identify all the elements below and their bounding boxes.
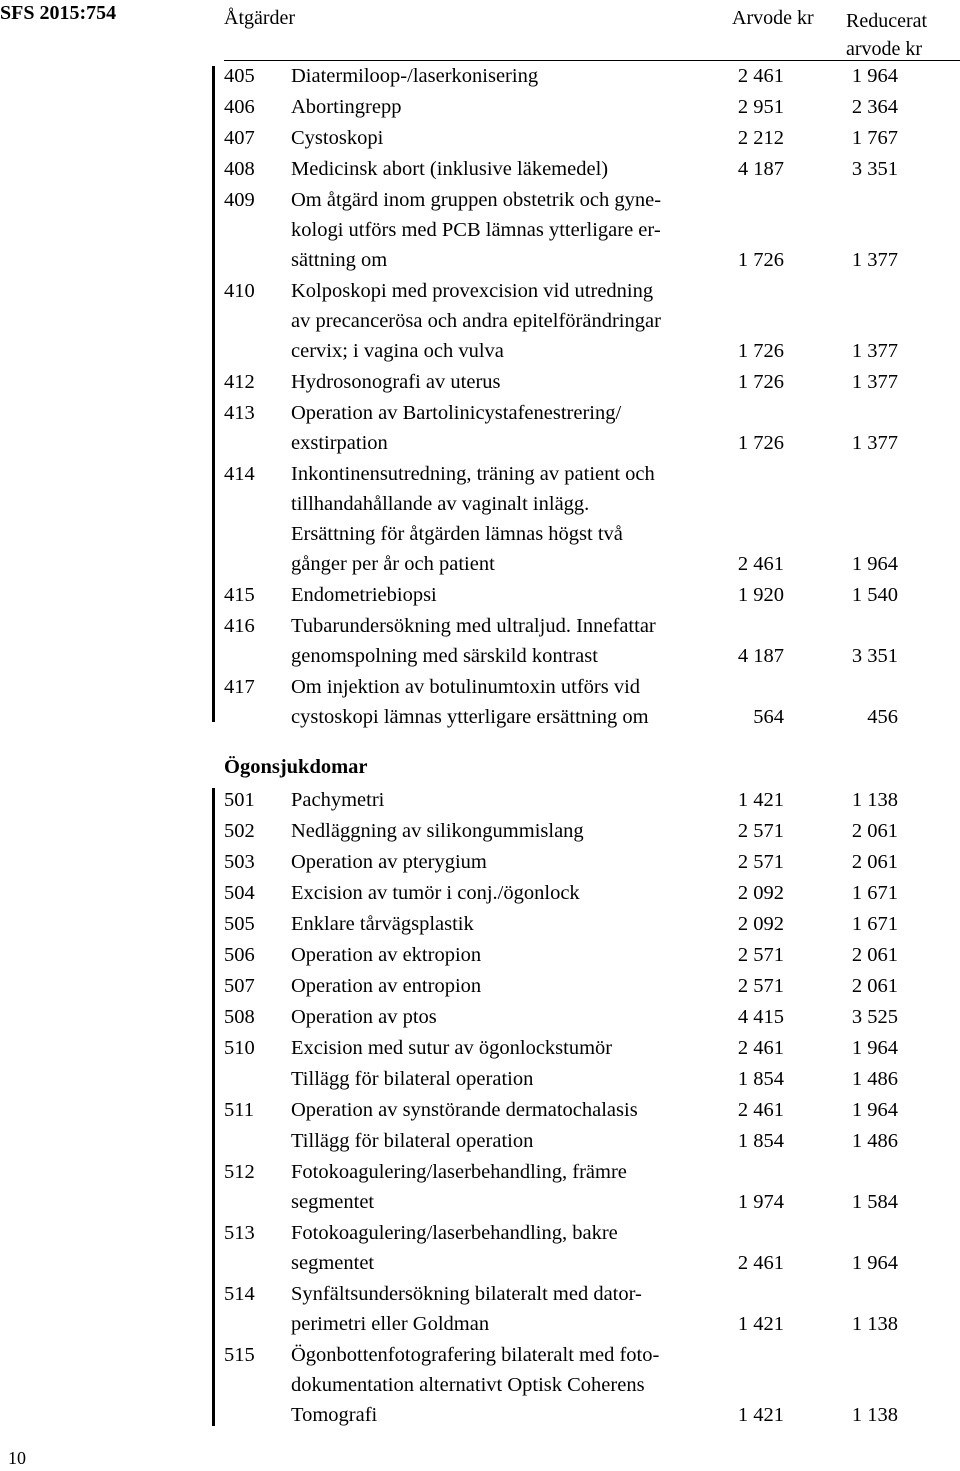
action-description: Excision med sutur av ögonlockstumör: [291, 1037, 613, 1059]
table-row: [224, 611, 960, 671]
row-line: [224, 672, 960, 702]
fee-value: 564: [753, 706, 784, 728]
fee-value: 1 974: [737, 1191, 784, 1213]
fee-value: 2 092: [737, 913, 784, 935]
action-description: Tillägg för bilateral operation: [291, 1068, 534, 1090]
fee-value: 2 571: [737, 944, 784, 966]
column-header-action: Åtgärder: [224, 7, 296, 29]
row-line: [224, 276, 960, 306]
reduced-fee-value: 1 486: [851, 1130, 898, 1152]
table-row: [224, 185, 960, 275]
reduced-fee-value: 1 377: [851, 249, 898, 271]
action-code: 511: [224, 1099, 254, 1121]
row-spacer: [224, 1430, 960, 1431]
reduced-fee-value: 1 486: [851, 1068, 898, 1090]
row-line: [224, 878, 960, 908]
reduced-fee-value: 2 364: [851, 96, 898, 118]
action-code: 409: [224, 189, 255, 211]
document-code: SFS 2015:754: [0, 2, 117, 24]
action-description: Cystoskopi: [291, 127, 384, 149]
row-line: [224, 489, 960, 519]
row-line: [224, 1187, 960, 1217]
reduced-fee-value: 1 671: [851, 882, 898, 904]
action-description: sättning om: [291, 249, 388, 271]
change-bar: [212, 66, 215, 722]
fee-value: 2 461: [737, 1099, 784, 1121]
table-row: [224, 1002, 960, 1032]
fee-value: 2 461: [737, 1252, 784, 1274]
reduced-fee-value: 2 061: [851, 975, 898, 997]
action-code: 504: [224, 882, 255, 904]
action-description: cystoskopi lämnas ytterligare ersättning om: [291, 706, 649, 728]
row-line: [224, 971, 960, 1001]
change-bar: [212, 788, 215, 1426]
table-header: [224, 4, 960, 61]
action-code: 505: [224, 913, 255, 935]
table-row: [224, 367, 960, 397]
action-description: kologi utförs med PCB lämnas ytterligare er-: [291, 219, 661, 241]
table-row: [224, 672, 960, 732]
fee-value: 1 421: [737, 1313, 784, 1335]
table-row: [224, 1126, 960, 1156]
fee-value: 1 726: [737, 340, 784, 362]
column-header-reduced-line1: Reducerat: [846, 10, 928, 32]
row-line: [224, 428, 960, 458]
action-description: Tubarundersökning med ultraljud. Innefattar: [291, 615, 656, 637]
row-line: [224, 519, 960, 549]
action-description: Ersättning för åtgärden lämnas högst två: [291, 523, 623, 545]
fee-value: 2 092: [737, 882, 784, 904]
row-line: [224, 306, 960, 336]
action-code: 413: [224, 402, 255, 424]
action-description: av precancerösa och andra epitelförändringar: [291, 310, 661, 332]
fee-value: 4 187: [737, 645, 784, 667]
reduced-fee-value: 1 964: [851, 65, 898, 87]
table-row: [224, 459, 960, 579]
fee-value: 1 726: [737, 432, 784, 454]
reduced-fee-value: 2 061: [851, 851, 898, 873]
reduced-fee-value: 1 540: [851, 584, 898, 606]
row-line: [224, 154, 960, 184]
fee-value: 2 461: [737, 1037, 784, 1059]
table-row: [224, 1340, 960, 1430]
table-row: [224, 61, 960, 91]
reduced-fee-value: 1 138: [851, 1404, 898, 1426]
table-row: [224, 971, 960, 1001]
row-spacer: [224, 732, 960, 733]
row-line: [224, 611, 960, 641]
row-line: [224, 549, 960, 579]
fee-table-section1: [224, 61, 960, 733]
reduced-fee-value: 1 377: [851, 371, 898, 393]
fee-value: 1 854: [737, 1068, 784, 1090]
action-description: exstirpation: [291, 432, 388, 454]
table-row: [224, 1279, 960, 1339]
table-row: [224, 1095, 960, 1125]
row-line: [224, 185, 960, 215]
reduced-fee-value: 1 964: [851, 553, 898, 575]
action-description: Medicinsk abort (inklusive läkemedel): [291, 158, 609, 180]
action-code: 412: [224, 371, 255, 393]
row-line: [224, 816, 960, 846]
action-description: Operation av pterygium: [291, 851, 487, 873]
section-title: Ögonsjukdomar: [224, 756, 368, 778]
action-code: 410: [224, 280, 255, 302]
action-description: genomspolning med särskild kontrast: [291, 645, 598, 667]
table-row: [224, 123, 960, 153]
action-description: Nedläggning av silikongummislang: [291, 820, 584, 842]
fee-value: 4 187: [737, 158, 784, 180]
row-line: [224, 1064, 960, 1094]
fee-value: 1 421: [737, 789, 784, 811]
action-code: 501: [224, 789, 255, 811]
table-row: [224, 580, 960, 610]
fee-value: 2 571: [737, 851, 784, 873]
reduced-fee-value: 3 351: [851, 158, 898, 180]
row-line: [224, 398, 960, 428]
action-code: 513: [224, 1222, 255, 1244]
action-description: Hydrosonografi av uterus: [291, 371, 501, 393]
row-line: [224, 61, 960, 91]
row-line: [224, 909, 960, 939]
fee-value: 1 854: [737, 1130, 784, 1152]
action-description: Fotokoagulering/laserbehandling, bakre: [291, 1222, 618, 1244]
reduced-fee-value: 3 525: [851, 1006, 898, 1028]
fee-table-section2: [224, 785, 960, 1431]
table-row: [224, 940, 960, 970]
action-description: Kolposkopi med provexcision vid utredning: [291, 280, 654, 302]
action-description: segmentet: [291, 1252, 375, 1274]
column-header-reduced-line2: arvode kr: [846, 38, 923, 60]
action-code: 415: [224, 584, 255, 606]
action-description: Abortingrepp: [291, 96, 402, 118]
fee-value: 2 571: [737, 975, 784, 997]
row-line: [224, 459, 960, 489]
reduced-fee-value: 1 138: [851, 1313, 898, 1335]
action-description: perimetri eller Goldman: [291, 1313, 490, 1335]
action-description: Excision av tumör i conj./ögonlock: [291, 882, 580, 904]
action-code: 408: [224, 158, 255, 180]
fee-value: 2 571: [737, 820, 784, 842]
fee-value: 2 461: [737, 553, 784, 575]
action-description: Ögonbottenfotografering bilateralt med foto-: [291, 1344, 660, 1366]
action-code: 515: [224, 1344, 255, 1366]
fee-value: 4 415: [737, 1006, 784, 1028]
action-description: Om åtgärd inom gruppen obstetrik och gyne-: [291, 189, 662, 211]
row-line: [224, 1002, 960, 1032]
action-description: Operation av Bartolinicystafenestrering/: [291, 402, 622, 424]
table-row: [224, 785, 960, 815]
reduced-fee-value: 1 584: [851, 1191, 898, 1213]
fee-value: 1 726: [737, 371, 784, 393]
action-description: Enklare tårvägsplastik: [291, 913, 474, 935]
action-description: dokumentation alternativt Optisk Coherens: [291, 1374, 645, 1396]
action-code: 508: [224, 1006, 255, 1028]
row-line: [224, 1157, 960, 1187]
reduced-fee-value: 1 671: [851, 913, 898, 935]
reduced-fee-value: 1 377: [851, 432, 898, 454]
fee-value: 2 461: [737, 65, 784, 87]
row-line: [224, 847, 960, 877]
action-description: Fotokoagulering/laserbehandling, främre: [291, 1161, 627, 1183]
row-line: [224, 336, 960, 366]
action-code: 406: [224, 96, 255, 118]
row-line: [224, 1279, 960, 1309]
action-description: Operation av synstörande dermatochalasis: [291, 1099, 638, 1121]
column-header-reduced: [846, 7, 927, 63]
row-line: [224, 1400, 960, 1430]
reduced-fee-value: 2 061: [851, 944, 898, 966]
row-line: [224, 1095, 960, 1125]
action-description: segmentet: [291, 1191, 375, 1213]
row-line: [224, 1126, 960, 1156]
action-description: Pachymetri: [291, 789, 385, 811]
row-line: [224, 123, 960, 153]
page-number: 10: [8, 1448, 26, 1468]
action-code: 417: [224, 676, 255, 698]
row-line: [224, 1340, 960, 1370]
action-code: 512: [224, 1161, 255, 1183]
row-line: [224, 1218, 960, 1248]
table-row: [224, 1157, 960, 1217]
row-line: [224, 580, 960, 610]
reduced-fee-value: 1 964: [851, 1037, 898, 1059]
action-description: Operation av entropion: [291, 975, 482, 997]
action-description: Tomografi: [291, 1404, 378, 1426]
reduced-fee-value: 1 964: [851, 1099, 898, 1121]
row-line: [224, 1309, 960, 1339]
action-description: cervix; i vagina och vulva: [291, 340, 504, 362]
table-row: [224, 847, 960, 877]
row-line: [224, 785, 960, 815]
row-line: [224, 215, 960, 245]
row-line: [224, 1248, 960, 1278]
action-description: Operation av ektropion: [291, 944, 482, 966]
table-row: [224, 878, 960, 908]
row-line: [224, 641, 960, 671]
action-description: Inkontinensutredning, träning av patient och: [291, 463, 655, 485]
reduced-fee-value: 1 138: [851, 789, 898, 811]
action-code: 416: [224, 615, 255, 637]
action-code: 514: [224, 1283, 255, 1305]
action-description: Endometriebiopsi: [291, 584, 437, 606]
fee-value: 2 212: [737, 127, 784, 149]
reduced-fee-value: 1 377: [851, 340, 898, 362]
action-code: 407: [224, 127, 255, 149]
column-header-fee: Arvode kr: [732, 7, 814, 29]
action-description: Synfältsundersökning bilateralt med dator-: [291, 1283, 642, 1305]
reduced-fee-value: 3 351: [851, 645, 898, 667]
reduced-fee-value: 1 964: [851, 1252, 898, 1274]
table-row: [224, 909, 960, 939]
action-description: Diatermiloop-/laserkonisering: [291, 65, 539, 87]
action-code: 510: [224, 1037, 255, 1059]
fee-value: 1 920: [737, 584, 784, 606]
table-row: [224, 154, 960, 184]
action-description: gånger per år och patient: [291, 553, 495, 575]
action-code: 405: [224, 65, 255, 87]
row-line: [224, 940, 960, 970]
row-line: [224, 1370, 960, 1400]
fee-value: 2 951: [737, 96, 784, 118]
action-code: 502: [224, 820, 255, 842]
action-code: 507: [224, 975, 255, 997]
action-description: Operation av ptos: [291, 1006, 437, 1028]
action-code: 506: [224, 944, 255, 966]
table-row: [224, 816, 960, 846]
row-line: [224, 702, 960, 732]
action-description: Om injektion av botulinumtoxin utförs vid: [291, 676, 641, 698]
table-row: [224, 1064, 960, 1094]
table-row: [224, 1218, 960, 1278]
action-description: tillhandahållande av vaginalt inlägg.: [291, 493, 590, 515]
row-line: [224, 92, 960, 122]
table-row: [224, 92, 960, 122]
fee-value: 1 726: [737, 249, 784, 271]
row-line: [224, 367, 960, 397]
reduced-fee-value: 1 767: [851, 127, 898, 149]
reduced-fee-value: 456: [867, 706, 898, 728]
row-line: [224, 1033, 960, 1063]
row-line: [224, 245, 960, 275]
fee-value: 1 421: [737, 1404, 784, 1426]
table-row: [224, 276, 960, 366]
action-code: 503: [224, 851, 255, 873]
action-description: Tillägg för bilateral operation: [291, 1130, 534, 1152]
table-row: [224, 398, 960, 458]
table-row: [224, 1033, 960, 1063]
action-code: 414: [224, 463, 255, 485]
reduced-fee-value: 2 061: [851, 820, 898, 842]
